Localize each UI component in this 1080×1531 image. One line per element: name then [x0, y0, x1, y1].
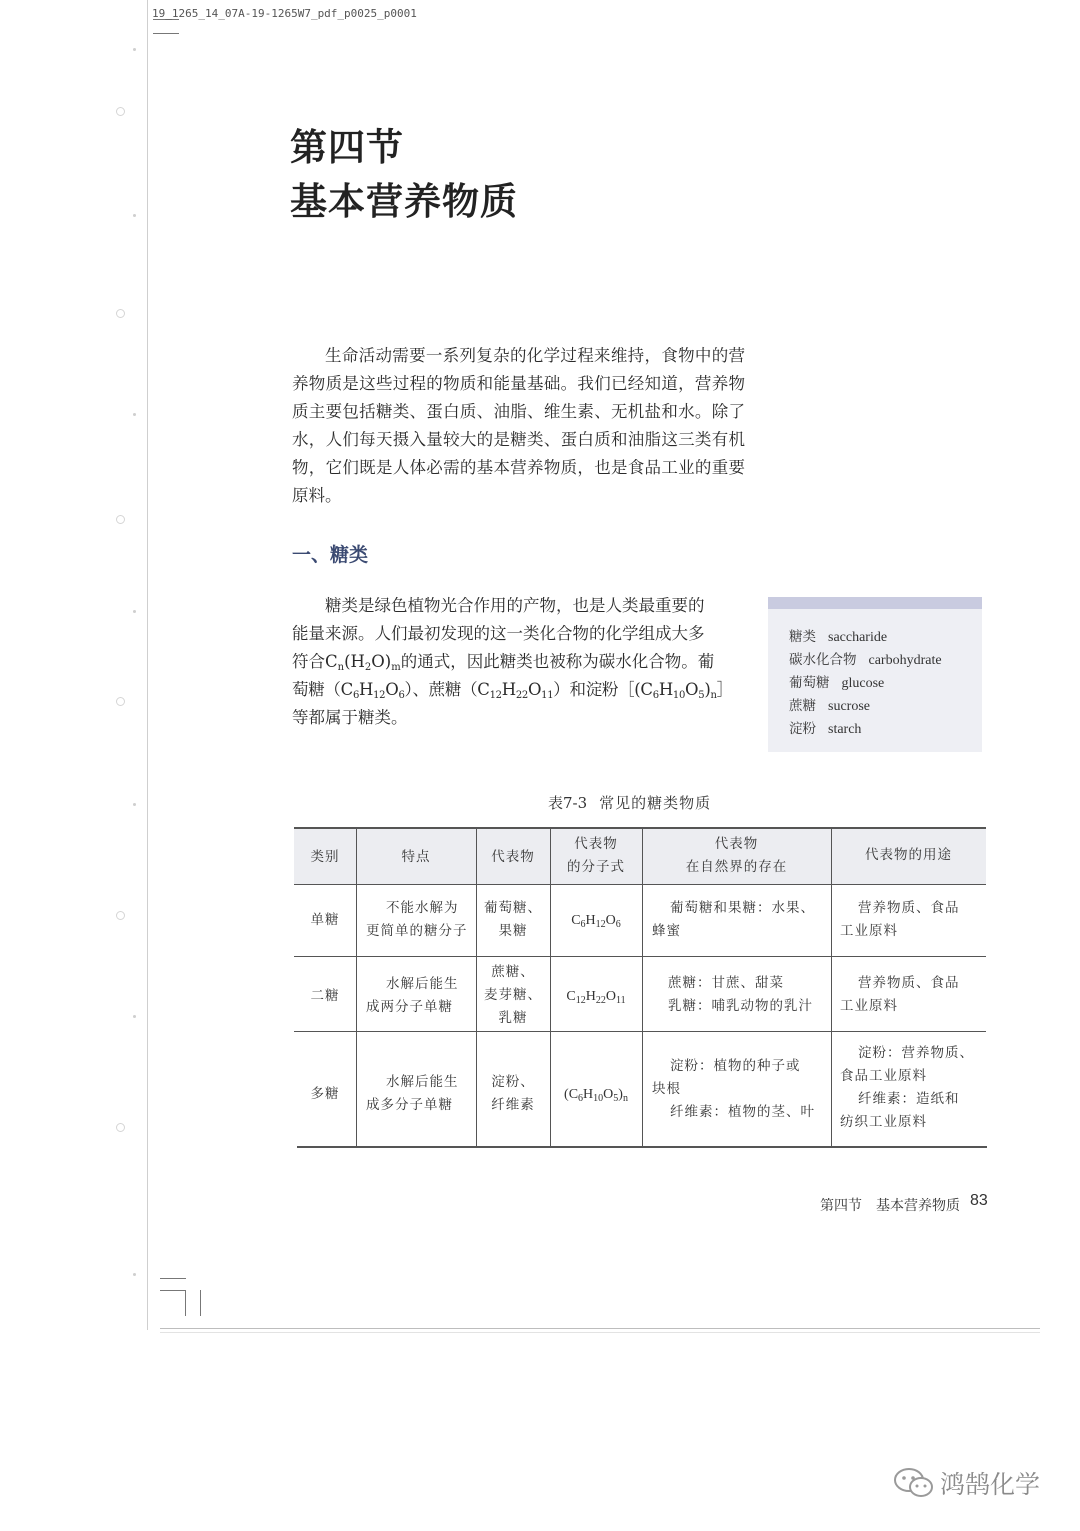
watermark-text: 鸿鹄化学 [940, 1470, 1041, 1499]
table-cell-representative: 葡萄糖、 果糖 [484, 900, 542, 939]
sugar-line-formula: 符合$C_n(H_2O)_m$的通式，因此糖类也被称为碳水化合物。葡 [292, 652, 715, 673]
section-heading: 一、糖类 [292, 544, 369, 566]
scan-dot [133, 1273, 136, 1276]
table-header-nature: 代表物 在自然界的存在 [685, 836, 788, 875]
table-column-rule [356, 828, 357, 1147]
chapter-title: 第四节 [290, 125, 404, 169]
table-cell-nature: 淀粉：植物的种子或 块根 纤维素：植物的茎、叶 [652, 1058, 815, 1120]
table-cell-uses: 淀粉：营养物质、 食品工业原料 纤维素：造纸和 纺织工业原料 [840, 1045, 974, 1130]
sugar-paragraph [292, 592, 745, 732]
sugar-line-formulas: 萄糖$(C_6H_{12}O_6)$、蔗糖$(C_{12}H_{22}O_{11})$和淀粉$[(C_6H_{10}O_5)_n]$ [292, 680, 733, 701]
glossary-term: 蔗糖 sucrose [789, 698, 870, 714]
crop-mark [200, 1290, 201, 1316]
table-cell-representative: 淀粉、 纤维素 [491, 1074, 535, 1113]
table-cell-formula: $C_{12}H_{22}O_{11}$ [566, 989, 626, 1006]
table-cell-category: 多糖 [310, 1086, 340, 1102]
table-cell-category: 单糖 [310, 912, 340, 928]
table-top-rule [294, 827, 986, 829]
binding-hole-mark [116, 697, 125, 706]
wechat-icon [893, 1466, 935, 1504]
crop-mark [185, 1290, 186, 1316]
binding-hole-mark [116, 911, 125, 920]
scan-dot [133, 214, 136, 217]
table-cell-feature: 不能水解为 更简单的糖分子 [366, 900, 468, 939]
table-header-formula: 代表物 的分子式 [567, 836, 625, 875]
table-cell-formula: $(C_6H_{10}O_5)_n$ [564, 1087, 628, 1104]
table-cell-nature: 葡萄糖和果糖：水果、 蜂蜜 [652, 900, 815, 939]
sugar-line: 糖类是绿色植物光合作用的产物，也是人类最重要的 [325, 596, 705, 615]
table-rule [294, 884, 986, 885]
table-rule [294, 956, 986, 957]
page-bottom-edge [160, 1328, 1040, 1329]
binding-hole-mark [116, 107, 125, 116]
table-cell-feature: 水解后能生 成多分子单糖 [366, 1074, 459, 1113]
table-cell-nature: 蔗糖：甘蔗、甜菜 乳糖：哺乳动物的乳汁 [668, 975, 813, 1014]
table-header-feature: 特点 [401, 849, 431, 865]
table-header-representative: 代表物 [491, 849, 535, 865]
table-caption: 表7-3 常见的糖类物质 [548, 794, 712, 812]
glossary-term: 葡萄糖 glucose [789, 675, 885, 691]
table-rule [294, 1031, 986, 1032]
page-number: 83 [970, 1192, 988, 1209]
glossary-term: 碳水化合物 carbohydrate [789, 652, 942, 668]
table-column-rule [831, 828, 832, 1147]
file-header: 19_1265_14_07A-19-1265W7_pdf_p0025_p0001 [152, 7, 417, 20]
binding-hole-mark [116, 309, 125, 318]
scan-dot [133, 1015, 136, 1018]
glossary-header-bar [768, 597, 982, 609]
table-cell-formula: $C_6H_{12}O_6$ [571, 913, 621, 930]
table-header-uses: 代表物的用途 [865, 847, 952, 863]
scan-dot [133, 48, 136, 51]
table-cell-category: 二糖 [310, 988, 340, 1004]
sugar-line: 等都属于糖类。 [292, 708, 408, 727]
table-cell-feature: 水解后能生 成两分子单糖 [366, 976, 459, 1015]
scan-dot [133, 413, 136, 416]
scan-dot [133, 803, 136, 806]
table-header-category: 类别 [310, 849, 340, 865]
page-left-edge [147, 0, 148, 1330]
glossary-term: 糖类 saccharide [789, 629, 888, 645]
chapter-subtitle: 基本营养物质 [290, 179, 518, 223]
intro-paragraph: 生命活动需要一系列复杂的化学过程来维持，食物中的营养物质是这些过程的物质和能量基础。我们已经知道，营养物质主要包括糖类、蛋白质、油脂、维生素、无机盐和水。除了水，人们每天摄入量较大的是糖类、蛋白质和油脂这三类有机物，它们既是人体必需的基本营养物质，也是食品工业的重要原料。 [292, 346, 745, 505]
running-footer: 第四节 基本营养物质 [820, 1198, 960, 1214]
page-bottom-edge-shadow [160, 1332, 1040, 1333]
sugar-line: 能量来源。人们最初发现的这一类化合物的化学组成大多 [292, 624, 705, 643]
crop-mark [160, 1278, 186, 1279]
table-cell-uses: 营养物质、食品 工业原料 [840, 900, 960, 939]
crop-mark [153, 33, 179, 34]
scan-dot [133, 610, 136, 613]
table-cell-uses: 营养物质、食品 工业原料 [840, 975, 960, 1014]
binding-hole-mark [116, 515, 125, 524]
binding-hole-mark [116, 1123, 125, 1132]
table-cell-representative: 蔗糖、 麦芽糖、 乳糖 [484, 964, 542, 1026]
glossary-term: 淀粉 starch [789, 721, 862, 737]
crop-mark [160, 1290, 186, 1291]
